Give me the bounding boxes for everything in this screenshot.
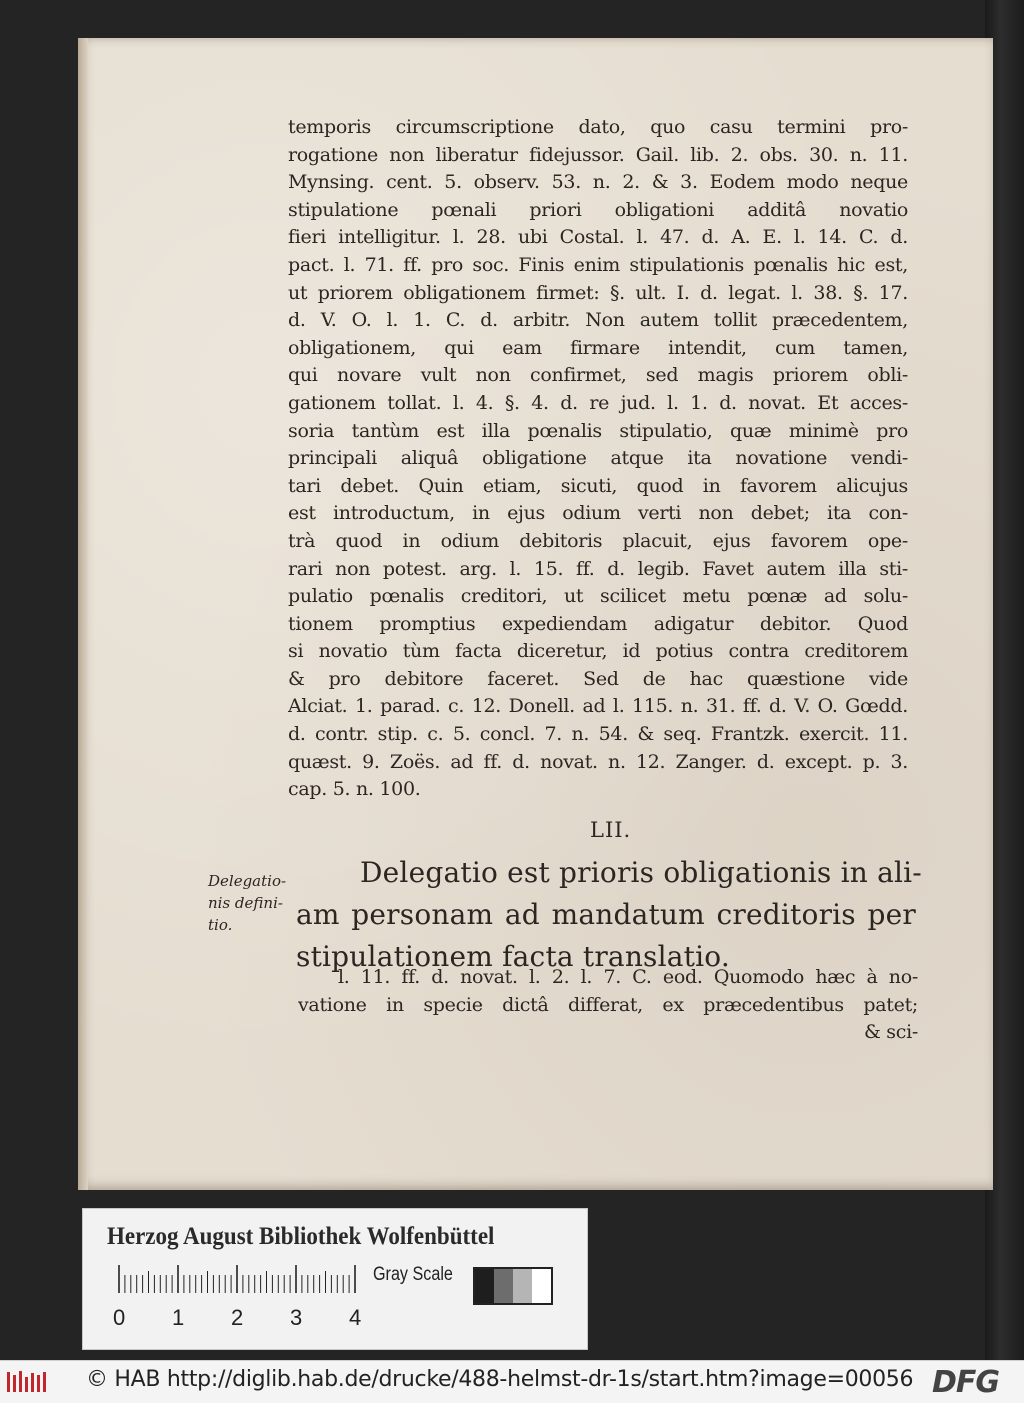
copyright-url: © HAB http://diglib.hab.de/drucke/488-helmst-dr-1s/start.htm?image=00056 (86, 1367, 914, 1392)
definition-line: stipulationem facta translatio. (296, 940, 730, 973)
definition-line: am personam ad mandatum creditoris per (296, 898, 916, 931)
text-line: rogatione non liberatur fidejussor. Gail. lib. 2. obs. 30. n. 11. (288, 143, 908, 166)
ruler-number: 3 (290, 1305, 303, 1330)
text-line: quæst. 9. Zoës. ad ff. d. novat. n. 12. Zanger. d. except. p. 3. (288, 750, 908, 773)
text-line: d. contr. stip. c. 5. concl. 7. n. 54. & seq. Frantzk. exercit. 11. (288, 723, 908, 746)
ruler-number: 1 (172, 1305, 185, 1330)
text-line: si novatio tùm facta diceretur, id potius contra creditorem (288, 640, 908, 663)
text-line: rari non potest. arg. l. 15. ff. d. legib. Favet autem illa sti- (288, 557, 908, 580)
gray-scale-label: Gray Scale (373, 1264, 453, 1285)
definition-paragraph (296, 852, 922, 978)
text-line: est introductum, in ejus odium verti non debet; ita con- (288, 502, 908, 525)
margin-note-line: Delegatio- (208, 872, 287, 890)
text-line: trà quod in odium debitoris placuit, ejus favorem ope- (288, 529, 908, 552)
main-paragraph (288, 114, 908, 804)
text-line: tari debet. Quin etiam, sicuti, quod in favorem alicujus (288, 474, 908, 497)
text-line: Alciat. 1. parad. c. 12. Donell. ad l. 115. n. 31. ff. d. V. O. Gœdd. (288, 695, 908, 718)
section-number: LII. (590, 818, 632, 842)
page-edge (78, 38, 88, 1190)
text-line: gationem tollat. l. 4. §. 4. d. re jud. l. 1. d. novat. Et acces- (288, 391, 908, 414)
hab-logo-icon (6, 1369, 48, 1395)
text-line: principali aliquâ obligatione atque ita novatione vendi- (288, 447, 908, 470)
text-line: obligationem, qui eam firmare intendit, cum tamen, (288, 336, 908, 359)
margin-note-line: tio. (208, 916, 233, 934)
tail-paragraph (298, 964, 918, 1047)
text-line: d. V. O. l. 1. C. d. arbitr. Non autem tollit præcedentem, (288, 309, 908, 332)
text-line: stipulatione pœnali priori obligationi additâ novatio (288, 198, 908, 221)
footer-bar (0, 1360, 1024, 1403)
text-line: l. 11. ff. d. novat. l. 2. l. 7. C. eod. Quomodo hæc à no- (338, 966, 918, 988)
gray-swatch (532, 1269, 551, 1303)
text-line: pulatio pœnalis creditori, ut scilicet metu pœnæ ad solu- (288, 585, 908, 608)
text-line: fieri intelligitur. l. 28. ubi Costal. l. 47. d. A. E. l. 14. C. d. (288, 226, 908, 249)
ruler-number: 0 (113, 1305, 126, 1330)
library-name: Herzog August Bibliothek Wolfenbüttel (107, 1223, 495, 1250)
catchword: & sci- (863, 1021, 918, 1044)
text-line: cap. 5. n. 100. (288, 778, 421, 801)
text-line: ut priorem obligationem firmet: §. ult. I. d. legat. l. 38. §. 17. (288, 281, 908, 304)
text-line: & pro debitore faceret. Sed de hac quæstione vide (288, 667, 908, 690)
ruler-number: 2 (231, 1305, 244, 1330)
text-line: temporis circumscriptione dato, quo casu termini pro- (288, 116, 908, 138)
gray-scale-swatches (473, 1267, 553, 1305)
text-line: vatione in specie dictâ differat, ex præcedentibus patet; (298, 993, 918, 1016)
margin-note-line: nis defini- (208, 894, 283, 912)
text-line: tionem promptius expediendam adigatur debitor. Quod (288, 612, 908, 635)
gray-swatch (475, 1269, 494, 1303)
text-line: qui novare vult non confirmet, sed magis priorem obli- (288, 364, 908, 387)
dfg-logo: DFG (932, 1365, 1000, 1400)
margin-note (208, 870, 296, 936)
text-line: pact. l. 71. ff. pro soc. Finis enim stipulationis pœnalis hic est, (288, 253, 908, 276)
color-calibration-card (82, 1208, 588, 1350)
gray-swatch (513, 1269, 532, 1303)
text-line: Mynsing. cent. 5. observ. 53. n. 2. & 3. Eodem modo neque (288, 171, 908, 194)
definition-line: Delegatio est prioris obligationis in ali- (360, 856, 922, 889)
gray-swatch (494, 1269, 513, 1303)
text-line: soria tantùm est illa pœnalis stipulatio, quæ minimè pro (288, 419, 908, 442)
ruler-number: 4 (349, 1305, 362, 1330)
